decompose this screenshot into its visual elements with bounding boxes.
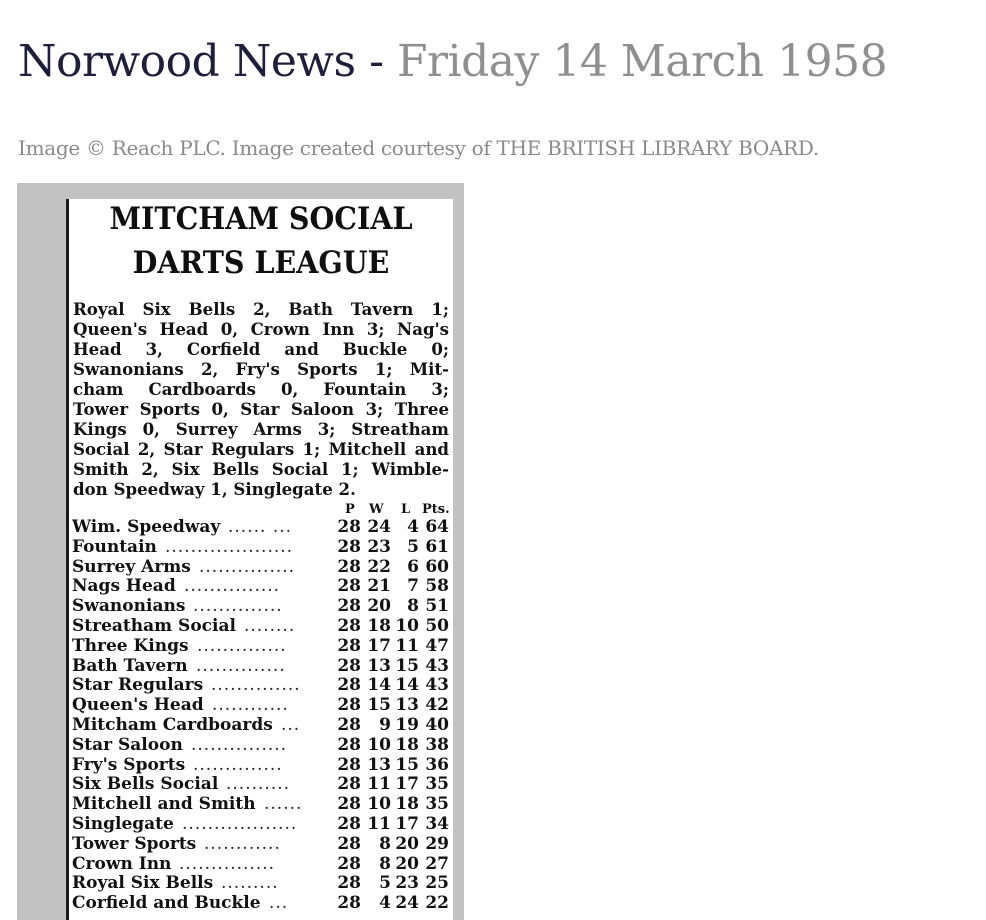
- leader-dots: ..................: [182, 814, 298, 834]
- results-line: Royal Six Bells 2, Bath Tavern 1;: [73, 299, 449, 319]
- lost-value: 7: [407, 576, 419, 597]
- team-name: Bath Tavern: [72, 655, 188, 676]
- leader-dots: ............: [204, 834, 281, 854]
- leader-dots: ............: [212, 696, 289, 716]
- league-table: [69, 518, 453, 914]
- played-value: 28: [337, 695, 361, 716]
- played-value: 28: [337, 576, 361, 597]
- points-value: 38: [425, 734, 449, 755]
- table-row: [69, 874, 453, 894]
- lost-value: 13: [395, 695, 419, 716]
- team-name: Corfield and Buckle: [72, 893, 261, 914]
- lost-value: 11: [395, 635, 419, 656]
- lost-value: 18: [395, 794, 419, 815]
- team-name: Nags Head: [72, 576, 176, 597]
- leader-dots: ...............: [199, 557, 296, 577]
- points-value: 25: [425, 873, 449, 894]
- played-value: 28: [337, 754, 361, 775]
- won-value: 20: [367, 596, 391, 617]
- results-line: Social 2, Star Regulars 1; Mitchell and: [73, 439, 449, 459]
- team-name: Mitchell and Smith: [72, 794, 256, 815]
- won-value: 14: [367, 675, 391, 696]
- table-row: [69, 795, 453, 815]
- team-name: Royal Six Bells: [72, 873, 214, 894]
- team-name: Tower Sports: [72, 833, 197, 854]
- table-row: [69, 775, 453, 795]
- team-name: Fountain: [72, 536, 157, 557]
- leader-dots: ..........: [226, 775, 291, 795]
- leader-dots: ...: [269, 894, 289, 914]
- team-name: Streatham Social: [72, 615, 236, 636]
- won-value: 13: [367, 754, 391, 775]
- lost-value: 24: [395, 893, 419, 914]
- team-name: Singlegate: [72, 813, 174, 834]
- points-value: 58: [425, 576, 449, 597]
- page-title: [18, 34, 887, 90]
- won-value: 10: [367, 734, 391, 755]
- leader-dots: .........: [221, 874, 279, 894]
- table-row: [69, 617, 453, 637]
- table-row: [69, 894, 453, 914]
- points-value: 42: [425, 695, 449, 716]
- played-value: 28: [337, 635, 361, 656]
- leader-dots: ...............: [184, 577, 281, 597]
- league-table-header: [69, 502, 453, 518]
- team-name: Surrey Arms: [72, 556, 191, 577]
- played-value: 28: [337, 873, 361, 894]
- leader-dots: ...............: [179, 854, 276, 874]
- leader-dots: ..............: [196, 656, 286, 676]
- table-row: [69, 716, 453, 736]
- won-value: 10: [367, 794, 391, 815]
- lost-value: 14: [395, 675, 419, 696]
- header-won: W: [369, 502, 384, 517]
- table-row: [69, 637, 453, 657]
- won-value: 8: [379, 833, 391, 854]
- team-name: Wim. Speedway: [72, 517, 221, 537]
- won-value: 4: [379, 893, 391, 914]
- won-value: 21: [367, 576, 391, 597]
- table-row: [69, 736, 453, 756]
- table-row: [69, 676, 453, 696]
- played-value: 28: [337, 596, 361, 617]
- points-value: 27: [425, 853, 449, 874]
- table-row: [69, 815, 453, 835]
- clipping-title-line2: DARTS LEAGUE: [132, 245, 390, 281]
- points-value: 35: [425, 794, 449, 815]
- table-row: [69, 855, 453, 875]
- publication-date: Friday 14 March 1958: [396, 36, 888, 87]
- leader-dots: ..............: [211, 676, 301, 696]
- points-value: 36: [425, 754, 449, 775]
- results-line: cham Cardboards 0, Fountain 3;: [73, 379, 449, 399]
- played-value: 28: [337, 734, 361, 755]
- image-credit: Image © Reach PLC. Image created courtesy of THE BRITISH LIBRARY BOARD.: [18, 136, 819, 160]
- clipping-title-line1: MITCHAM SOCIAL: [109, 201, 413, 237]
- lost-value: 10: [395, 615, 419, 636]
- lost-value: 5: [407, 536, 419, 557]
- table-row: [69, 538, 453, 558]
- team-name: Swanonians: [72, 596, 186, 617]
- table-row: [69, 835, 453, 855]
- points-value: 29: [425, 833, 449, 854]
- leader-dots: ..............: [193, 755, 283, 775]
- points-value: 60: [425, 556, 449, 577]
- publication-name: Norwood News: [18, 36, 356, 87]
- results-line: don Speedway 1, Singlegate 2.: [73, 479, 356, 499]
- leader-dots: ...: [281, 715, 301, 735]
- results-line: Swanonians 2, Fry's Sports 1; Mit-: [73, 359, 449, 379]
- points-value: 61: [425, 536, 449, 557]
- points-value: 43: [425, 655, 449, 676]
- header-played: P: [345, 502, 355, 517]
- lost-value: 17: [395, 813, 419, 834]
- table-row: [69, 558, 453, 578]
- team-name: Three Kings: [72, 635, 189, 656]
- lost-value: 23: [395, 873, 419, 894]
- leader-dots: ......: [264, 795, 303, 815]
- leader-dots: ..............: [193, 597, 283, 617]
- table-row: [69, 518, 453, 538]
- lost-value: 8: [407, 596, 419, 617]
- played-value: 28: [337, 833, 361, 854]
- won-value: 13: [367, 655, 391, 676]
- lost-value: 6: [407, 556, 419, 577]
- won-value: 9: [379, 714, 391, 735]
- lost-value: 4: [407, 517, 419, 537]
- team-name: Star Saloon: [72, 734, 183, 755]
- lost-value: 15: [395, 754, 419, 775]
- team-name: Queen's Head: [72, 695, 204, 716]
- table-row: [69, 696, 453, 716]
- won-value: 17: [367, 635, 391, 656]
- won-value: 5: [379, 873, 391, 894]
- played-value: 28: [337, 893, 361, 914]
- lost-value: 19: [395, 714, 419, 735]
- points-value: 22: [425, 893, 449, 914]
- lost-value: 20: [395, 833, 419, 854]
- points-value: 34: [425, 813, 449, 834]
- played-value: 28: [337, 714, 361, 735]
- played-value: 28: [337, 813, 361, 834]
- played-value: 28: [337, 675, 361, 696]
- table-row: [69, 577, 453, 597]
- header-lost: L: [401, 502, 411, 517]
- team-name: Crown Inn: [72, 853, 172, 874]
- leader-dots: ..............: [197, 636, 287, 656]
- points-value: 40: [425, 714, 449, 735]
- team-name: Mitcham Cardboards: [72, 714, 273, 735]
- points-value: 50: [425, 615, 449, 636]
- results-line: Tower Sports 0, Star Saloon 3; Three: [73, 399, 449, 419]
- lost-value: 17: [395, 774, 419, 795]
- title-separator: -: [355, 36, 397, 87]
- played-value: 28: [337, 794, 361, 815]
- header-points: Pts.: [422, 502, 450, 517]
- won-value: 24: [367, 517, 391, 537]
- played-value: 28: [337, 774, 361, 795]
- results-line: Kings 0, Surrey Arms 3; Streatham: [73, 419, 449, 439]
- played-value: 28: [337, 853, 361, 874]
- newspaper-clipping[interactable]: [17, 183, 464, 920]
- lost-value: 20: [395, 853, 419, 874]
- won-value: 15: [367, 695, 391, 716]
- team-name: Fry's Sports: [72, 754, 186, 775]
- clipping-paper: [66, 199, 453, 920]
- team-name: Six Bells Social: [72, 774, 219, 795]
- won-value: 23: [367, 536, 391, 557]
- won-value: 18: [367, 615, 391, 636]
- lost-value: 15: [395, 655, 419, 676]
- points-value: 47: [425, 635, 449, 656]
- played-value: 28: [337, 517, 361, 537]
- won-value: 11: [367, 774, 391, 795]
- played-value: 28: [337, 615, 361, 636]
- won-value: 22: [367, 556, 391, 577]
- table-row: [69, 756, 453, 776]
- played-value: 28: [337, 556, 361, 577]
- lost-value: 18: [395, 734, 419, 755]
- results-line: Queen's Head 0, Crown Inn 3; Nag's: [73, 319, 449, 339]
- match-results: [73, 299, 449, 499]
- played-value: 28: [337, 655, 361, 676]
- leader-dots: ...... ...: [228, 518, 293, 537]
- played-value: 28: [337, 536, 361, 557]
- results-line: Head 3, Corfield and Buckle 0;: [73, 339, 449, 359]
- leader-dots: ........: [244, 616, 296, 636]
- results-line: Smith 2, Six Bells Social 1; Wimble-: [73, 459, 449, 479]
- won-value: 8: [379, 853, 391, 874]
- points-value: 51: [425, 596, 449, 617]
- points-value: 64: [425, 517, 449, 537]
- table-row: [69, 597, 453, 617]
- leader-dots: ...............: [191, 735, 288, 755]
- points-value: 35: [425, 774, 449, 795]
- table-row: [69, 657, 453, 677]
- points-value: 43: [425, 675, 449, 696]
- won-value: 11: [367, 813, 391, 834]
- leader-dots: ....................: [165, 537, 294, 557]
- team-name: Star Regulars: [72, 675, 204, 696]
